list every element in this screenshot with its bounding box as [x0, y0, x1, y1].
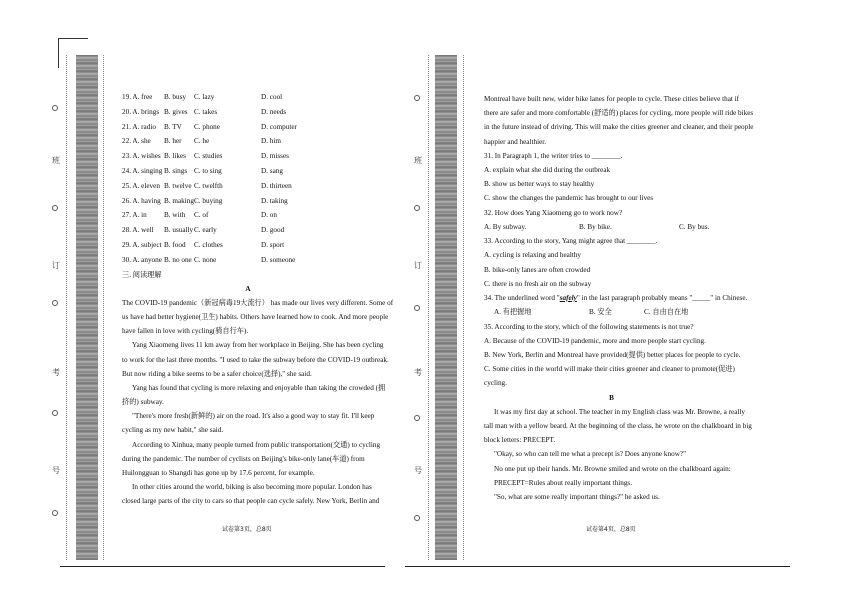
- passage-line: In other cities around the world, biking is also becoming more popular. London has: [132, 483, 372, 492]
- option-row: [122, 257, 374, 272]
- option-cell: B. usually: [164, 226, 194, 235]
- option-cell: B. busy: [164, 93, 186, 101]
- passage-label: A: [245, 284, 251, 293]
- option-cell: 29. A. subject: [122, 240, 162, 249]
- passage-line: tall man with a yellow beard. At the beginning of the class, he wrote on the chalkboard in big: [484, 421, 752, 430]
- gutter-label: 订: [414, 261, 422, 270]
- question-34-options: [484, 309, 739, 324]
- answer-option: B. bike-only lanes are often crowded: [484, 265, 591, 274]
- passage-line: Yang has found that cycling is more relaxing and enjoyable than taking the crowded (拥: [132, 383, 386, 392]
- option-cell: B. making: [164, 196, 194, 205]
- answer-option: A. explain what she did during the outbreak: [484, 165, 611, 174]
- passage-a-continued: [484, 95, 754, 153]
- option-cell: D. him: [261, 137, 281, 146]
- passage-b: [484, 407, 752, 508]
- passage-line: have fallen in love with cycling(骑自行车).: [122, 327, 249, 336]
- punch-hole-icon: [52, 205, 58, 211]
- binding-line: [463, 55, 464, 560]
- option-cell: 22. A. she: [122, 137, 151, 146]
- option-row: [122, 212, 374, 227]
- gutter-label: 考: [52, 368, 60, 377]
- page-footer: 试卷第4页，总8页: [586, 526, 636, 533]
- option-cell: C. twelfth: [194, 181, 223, 190]
- passage-a: [122, 298, 394, 513]
- option-cell: C. lazy: [194, 93, 215, 101]
- option-row: [122, 138, 374, 153]
- option-cell: C. to sing: [194, 166, 222, 175]
- question-34: [484, 293, 748, 309]
- passage-line: "So, what are some really important things?" he asked us.: [494, 492, 660, 501]
- option-cell: 30. A. anyone: [122, 255, 162, 264]
- option-cell: 27. A. in: [122, 211, 147, 220]
- option-b: B. 安全: [589, 308, 612, 317]
- punch-hole-icon: [414, 95, 420, 101]
- answer-option: C. there is no fresh air on the subway: [484, 279, 592, 288]
- passage-line: The COVID-19 pandemic（新冠病毒19大流行） has made our lives very different. Some of: [122, 298, 394, 307]
- option-cell: D. good: [261, 226, 285, 235]
- option-cell: 24. A. singing: [122, 166, 163, 175]
- question-32-options: [484, 224, 739, 239]
- option-cell: C. none: [194, 255, 217, 264]
- gutter-label: 号: [414, 466, 422, 475]
- passage-line: closed large parts of the city to cars so that people can cycle safely. New York, Berlin and: [122, 497, 380, 506]
- right-page-content: [484, 95, 754, 508]
- option-cell: 21. A. radio: [122, 122, 156, 131]
- option-cell: 26. A. having: [122, 196, 161, 205]
- passage-line: block letters: PRECEPT.: [484, 436, 556, 445]
- question-34-text: 34. The underlined word ": [484, 293, 560, 302]
- option-cell: D. needs: [261, 107, 287, 116]
- option-cell: D. sang: [261, 166, 283, 175]
- question-33-options: [484, 252, 739, 295]
- option-cell: C. takes: [194, 107, 218, 116]
- page-border-bottom: [60, 566, 385, 567]
- option-cell: B. her: [164, 137, 182, 146]
- passage-line: Montreal have built new, wider bike lanes for people to cycle. These cities believe that if: [484, 95, 740, 103]
- option-cell: B. with: [164, 211, 186, 220]
- passage-line: PRECEPT=Rules about really important things.: [494, 478, 633, 487]
- punch-hole-icon: [52, 300, 58, 306]
- option-cell: 23. A. wishes: [122, 152, 161, 161]
- option-cell: D. thirteen: [261, 181, 292, 190]
- option-cell: D. computer: [261, 122, 297, 131]
- option-c: C. 自由自在地: [644, 308, 689, 317]
- barcode-strip-right: [435, 55, 457, 560]
- passage-label: B: [609, 393, 614, 402]
- passage-line: It was my first day at school. The teacher in my English class was Mr. Browne, a really: [494, 407, 745, 416]
- option-row: [122, 242, 374, 257]
- option-cell: C. early: [194, 226, 217, 235]
- option-cell: B. food: [164, 240, 186, 249]
- option-cell: C. clothes: [194, 240, 223, 249]
- passage-line: to work for the last three months. "I used to take the subway before the COVID-19 outbreak.: [122, 355, 389, 364]
- question-35-options: [484, 338, 739, 395]
- underlined-word: safely: [559, 293, 577, 302]
- answer-option: C. show the changes the pandemic has brought to our lives: [484, 194, 654, 203]
- punch-hole-icon: [414, 515, 420, 521]
- option-row: [122, 153, 374, 168]
- cloze-options: [122, 94, 374, 272]
- gutter-label: 班: [52, 156, 60, 165]
- option-cell: B. sings: [164, 166, 188, 175]
- option-row: [122, 168, 374, 183]
- passage-line: there are safer and more comfortable (舒适的) places for cycling, more people will ride bikes: [484, 109, 754, 118]
- passage-line: during the pandemic. The number of cyclists on Beijing's bike-only lane(车道) from: [122, 454, 365, 463]
- option-cell: C. phone: [194, 122, 220, 131]
- page-footer: 试卷第3页，总8页: [222, 526, 272, 533]
- option-b: B. By bike.: [579, 222, 612, 231]
- passage-line: But now riding a bike seems to be a safer choice(选择)," she said.: [122, 369, 312, 378]
- punch-hole-icon: [52, 510, 58, 516]
- option-cell: C. of: [194, 211, 209, 220]
- gutter-label: 考: [414, 368, 422, 377]
- answer-option: B. New York, Berlin and Montreal have provided(提供) better places for people to cycle.: [484, 351, 741, 359]
- answer-option: cycling.: [484, 379, 507, 388]
- binding-line: [66, 55, 67, 560]
- passage-line: happier and healthier.: [484, 137, 547, 146]
- option-row: [122, 109, 374, 124]
- passage-line: cycling as my new habit," she said.: [122, 426, 224, 435]
- passage-line: Yang Xiaomeng lives 11 km away from her workplace in Beijing. She has been cycling: [132, 341, 384, 350]
- option-cell: B. gives: [164, 107, 188, 116]
- section-title: 三. 阅读理解: [122, 270, 162, 279]
- punch-hole-icon: [52, 105, 58, 111]
- option-cell: 20. A. brings: [122, 107, 160, 116]
- option-cell: B. twelve: [164, 181, 192, 190]
- option-cell: D. on: [261, 211, 277, 220]
- passage-line: "Okay, so who can tell me what a precept is? Does anyone know?": [494, 450, 687, 459]
- question-35: 35. According to the story, which of the following statements is not true?: [484, 322, 694, 331]
- option-cell: 28. A. well: [122, 226, 154, 235]
- punch-hole-icon: [52, 410, 58, 416]
- option-row: [122, 227, 374, 242]
- binding-line: [103, 55, 104, 560]
- gutter-label: 班: [414, 156, 422, 165]
- option-cell: C. studies: [194, 152, 223, 161]
- punch-hole-icon: [414, 415, 420, 421]
- option-cell: D. taking: [261, 196, 288, 205]
- gutter-label: 号: [52, 466, 60, 475]
- question-31: 31. In Paragraph 1, the writer tries to ________.: [484, 151, 623, 160]
- option-cell: B. TV: [164, 122, 182, 131]
- option-cell: D. misses: [261, 152, 289, 161]
- barcode-strip-left: [76, 55, 98, 560]
- option-cell: 19. A. free: [122, 93, 153, 101]
- option-cell: 25. A. eleven: [122, 181, 160, 190]
- option-cell: B. no one: [164, 255, 192, 264]
- option-row: [122, 94, 374, 109]
- passage-line: 挤的) subway.: [122, 398, 164, 407]
- option-cell: C. buying: [194, 196, 223, 205]
- question-33: 33. According to the story, Yang might agree that ________.: [484, 237, 658, 246]
- crop-mark: [58, 38, 88, 39]
- option-row: [122, 198, 374, 213]
- passage-line: No one put up their hands. Mr. Browne smiled and wrote on the chalkboard again:: [494, 464, 731, 473]
- binding-line: [428, 55, 429, 560]
- answer-option: A. Because of the COVID-19 pandemic, more and more people start cycling.: [484, 336, 706, 345]
- option-cell: D. cool: [261, 93, 283, 101]
- answer-option: C. Some cities in the world will make their cities greener and cleaner to promote(促进): [484, 365, 735, 374]
- passage-line: According to Xinhua, many people turned from public transportation(交通) to cycling: [132, 440, 381, 449]
- page-border-bottom: [405, 566, 790, 567]
- punch-hole-icon: [414, 205, 420, 211]
- option-cell: B. likes: [164, 152, 186, 161]
- option-cell: C. he: [194, 137, 210, 146]
- left-page-content: [122, 93, 394, 513]
- gutter-label: 订: [52, 261, 60, 270]
- option-cell: D. sport: [261, 240, 285, 249]
- option-row: [122, 183, 374, 198]
- passage-line: "There's more fresh(新鲜的) air on the road. It's also a good way to stay fit. I'll keep: [132, 412, 375, 421]
- option-a: A. By subway.: [484, 222, 527, 231]
- option-c: C. By bus.: [679, 222, 710, 231]
- option-a: A. 有把握地: [494, 308, 532, 317]
- option-cell: D. someone: [261, 255, 296, 264]
- passage-line: in the future instead of driving. This will make the cities greener and cleaner, and their people: [484, 123, 754, 132]
- passage-line: Huilongguan to Shangdi has gone up by 17.6 percent, for example.: [122, 469, 315, 477]
- answer-option: A. cycling is relaxing and healthy: [484, 251, 582, 260]
- question-32: 32. How does Yang Xiaomeng go to work now?: [484, 208, 623, 217]
- punch-hole-icon: [414, 305, 420, 311]
- passage-line: us have had better hygiene(卫生) habits. Others have learned how to cook. And more people: [122, 312, 389, 321]
- question-34-text-end: " in the last paragraph probably means "_____" in Chinese.: [576, 293, 748, 302]
- option-row: [122, 124, 374, 139]
- question-31-options: [484, 167, 739, 210]
- answer-option: B. show us better ways to stay healthy: [484, 180, 595, 189]
